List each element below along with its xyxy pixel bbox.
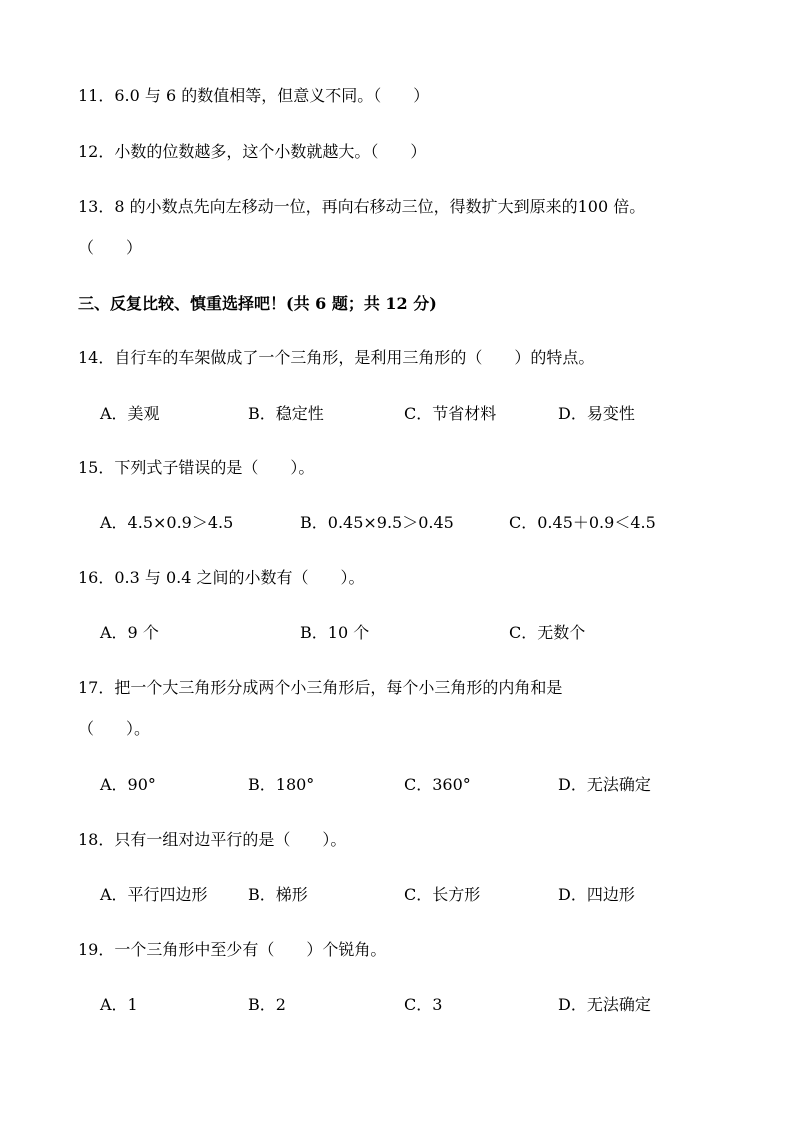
q18-option-c: C．长方形	[404, 885, 481, 904]
question-17: 17．把一个大三角形分成两个小三角形后，每个小三角形的内角和是	[78, 678, 563, 697]
q19-option-c: C．3	[404, 995, 443, 1014]
question-15: 15．下列式子错误的是（ ）。	[78, 458, 315, 477]
q19-option-a: A．1	[100, 995, 138, 1014]
question-14: 14．自行车的车架做成了一个三角形，是利用三角形的（ ）的特点。	[78, 348, 595, 367]
q18-option-d: D．四边形	[558, 885, 635, 904]
question-16: 16．0.3 与 0.4 之间的小数有（ ）。	[78, 568, 365, 587]
q18-option-a: A．平行四边形	[100, 885, 208, 904]
q16-option-c: C．无数个	[509, 623, 586, 642]
q14-option-d: D．易变性	[558, 404, 635, 423]
question-18: 18．只有一组对边平行的是（ ）。	[78, 830, 347, 849]
q14-option-c: C．节省材料	[404, 404, 497, 423]
q17-option-b: B．180°	[248, 775, 315, 794]
q17-option-c: C．360°	[404, 775, 471, 794]
question-13: 13．8 的小数点先向左移动一位，再向右移动三位，得数扩大到原来的100 倍。	[78, 197, 646, 216]
question-19: 19．一个三角形中至少有（ ）个锐角。	[78, 940, 387, 959]
section-heading: 三、反复比较、慎重选择吧！(共 6 题；共 12 分)	[78, 294, 437, 313]
q19-option-d: D．无法确定	[558, 995, 651, 1014]
question-12: 12．小数的位数越多，这个小数就越大。（ ）	[78, 142, 427, 161]
q17-option-d: D．无法确定	[558, 775, 651, 794]
q15-option-a: A．4.5×0.9＞4.5	[100, 513, 234, 532]
question-13-blank: （ ）	[78, 238, 143, 257]
q18-option-b: B．梯形	[248, 885, 308, 904]
question-11: 11．6.0 与 6 的数值相等，但意义不同。（ ）	[78, 86, 430, 105]
q15-option-c: C．0.45＋0.9＜4.5	[509, 513, 656, 532]
question-17-blank: （ ）。	[78, 719, 151, 738]
q19-option-b: B．2	[248, 995, 286, 1014]
q15-option-b: B．0.45×9.5＞0.45	[300, 513, 454, 532]
q14-option-b: B．稳定性	[248, 404, 324, 423]
q16-option-a: A．9 个	[100, 623, 159, 642]
q17-option-a: A．90°	[100, 775, 156, 794]
q14-option-a: A．美观	[100, 404, 160, 423]
q16-option-b: B．10 个	[300, 623, 370, 642]
